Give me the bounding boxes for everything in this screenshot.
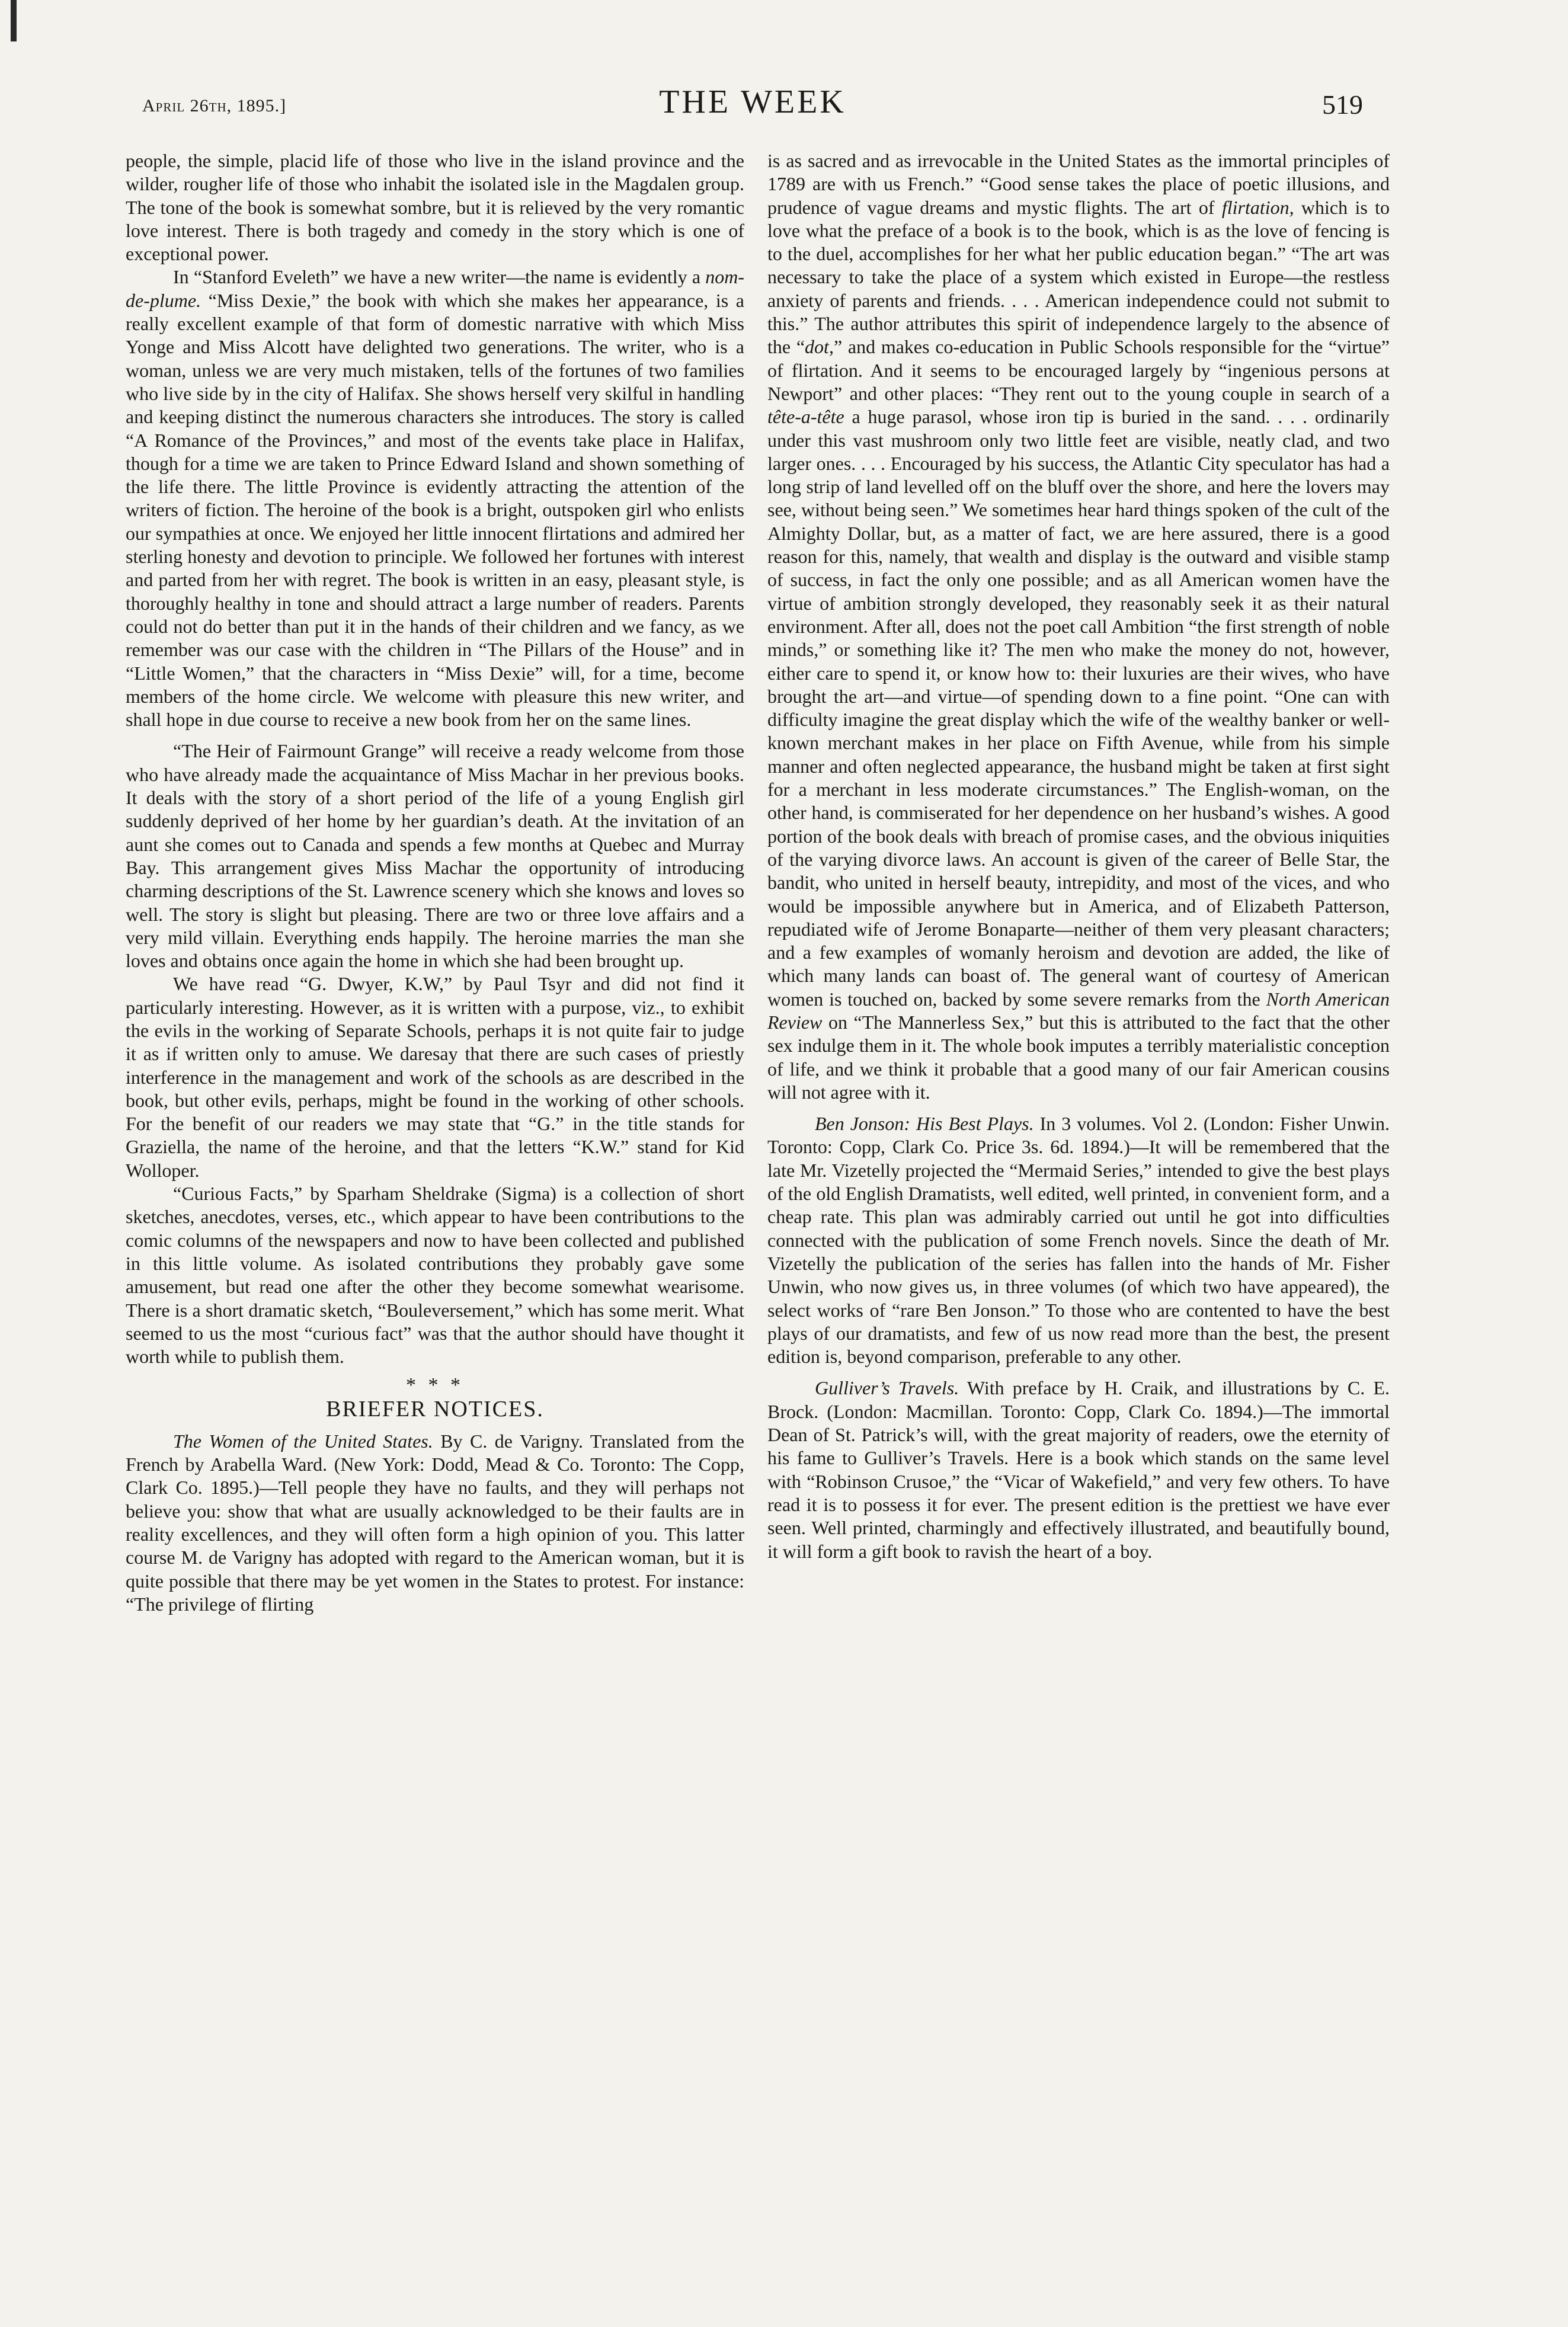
notice-text: By C. de Varigny. Translated from the French by Arabella Ward. (New York: Dodd, Mead & Co. Toronto: The Copp, Clark Co. 1895.)—Tell people they have no faults, and they will perhaps not believe you: show that what are usually acknowledged to be their faults are in reality excellences, and they will often form a high opinion of you. This latter course M. de Varigny has adopted with regard to the American woman, but it is quite possible that there may be yet women in the States to protest. For instance: “The privilege of flirting [126,1430,745,1615]
notice-title: Gulliver’s Travels. [815,1377,959,1399]
review-heir-of-fairmount-grange: “The Heir of Fairmount Grange” will receive a ready welcome from those who have already made the acquaintance of Miss Machar in her previous books. It deals with the story of a short period of the life of a young English girl suddenly deprived of her home by her guardian’s death. At the invitation of an aunt she comes out to Canada and spends a few months at Quebec and Murray Bay. This arrangement gives Miss Machar the opportunity of introducing charming descriptions of the St. Lawrence scenery which she knows and loves so well. The story is slight but pleasing. There are two or three love affairs and a very mild villain. Everything ends happily. The heroine marries the man she loves and obtains once again the home in which she had been brought up. [126,740,744,972]
continued-text-e: on “The Mannerless Sex,” but this is attributed to the fact that the other sex indulge them in it. The whole book imputes a terribly materialistic conception of life, and we think it probable that a good many of our fair American cousins will not agree with it. [767,1011,1390,1103]
left-column [126,149,744,1616]
notice-text: With preface by H. Craik, and illustrations by C. E. Brock. (London: Macmillan. Toronto: Copp, Clark Co. 1894.)—The immortal Dean of St. Patrick’s will, with the great majority of readers, owe the eternity of his fame to Gulliver’s Travels. Here is a book which stands on the same level with “Robinson Crusoe,” the “Vicar of Wakefield,” and very few others. To have read it is to possess it for ever. The present edition is the prettiest we have ever seen. Well printed, charmingly and effectively illustrated, and beautifully bound, it will form a gift book to ravish the heart of a boy. [767,1377,1390,1562]
continued-text-a: is as sacred and as irrevocable in the United States as the immortal principles of 1789 are with us French.” “Good sense takes the place of poetic illusions, and prudence of vague dreams and mystic flights. The art of [767,150,1390,218]
notice-gullivers-travels [767,1377,1390,1563]
publication-title: THE WEEK [659,84,846,120]
section-heading: BRIEFER NOTICES. [326,1397,544,1422]
notice-women-continued [767,149,1390,1104]
continued-em-flirtation: flirtation, [1221,196,1294,218]
page-number: 519 [1322,89,1363,120]
notice-text: In 3 volumes. Vol 2. (London: Fisher Unwin. Toronto: Copp, Clark Co. Price 3s. 6d. 1894.)—It will be remembered that the late Mr. Vizetelly projected the “Mermaid Series,” intended to give the best plays of the old English Dramatists, well edited, well printed, in convenient form, and a cheap rate. This plan was admirably carried out until he got into difficulties connected with the publication of some French novels. Since the death of Mr. Vizetelly the publication of the series has fallen into the hands of Mr. Fisher Unwin, who now gives us, in three volumes (of which two have appeared), the select works of “rare Ben Jonson.” To those who are contented to have the best plays of our dramatists, and few of us now read more than the best, the present edition is, beyond comparison, preferable to any other. [767,1113,1390,1368]
continued-em-dot: dot, [805,336,834,358]
notice-ben-jonson [767,1112,1390,1368]
review-miss-dexie-em: nom-de-plume. [126,266,744,311]
continued-em-tete-a-tete: tête-a-tête [767,406,844,428]
review-miss-dexie-b: “Miss Dexie,” the book with which she makes her appearance, is a really excellent example of that form of domestic narrative with which Miss Yonge and Miss Alcott have delighted two generations. The writer, who is a woman, unless we are very much mistaken, tells of the fortunes of two families who live side by in the city of Halifax. She shows herself very skilful in handling and keeping distinct the numerous characters she introduces. The story is called “A Romance of the Provinces,” and most of the events take place in Halifax, though for a time we are taken to Prince Edward Island and shown something of the life there. The little Province is evidently attracting the attention of the writers of fiction. The heroine of the book is a bright, outspoken girl who enlists our sympathies at once. We enjoyed her little innocent flirtations and admired her sterling honesty and devotion to principle. We followed her fortunes with interest and parted from her with regret. The book is written in an easy, pleasant style, is thoroughly healthy in tone and should attract a large number of readers. Parents could not do better than put it in the hands of their children and we fancy, as we remember was our case with the children in “The Pillars of the House” and in “Little Women,” that the characters in “Miss Dexie” will, for a time, become members of the home circle. We welcome with pleasure this new writer, and shall hope in due course to receive a new book from her on the same lines. [126,289,744,731]
header-date: April 26th, 1895.] [142,96,287,116]
review-curious-facts: “Curious Facts,” by Sparham Sheldrake (Sigma) is a collection of short sketches, anecdotes, verses, etc., which appear to have been contributions to the comic columns of the newspapers and now to have been collected and published in this little volume. As isolated contributions they probably gave some amusement, but read one after the other they become somewhat wearisome. There is a short dramatic sketch, “Bouleversement,” which has some merit. What seemed to us the most “curious fact” was that the author should have thought it worth while to publish them. [126,1183,744,1368]
continued-em-review: North American Review [767,988,1390,1033]
review-miss-dexie [126,265,744,731]
notice-women-of-united-states [126,1430,744,1616]
notice-title: The Women of the United States. [173,1430,433,1452]
notice-title: Ben Jonson: His Best Plays. [815,1113,1034,1135]
page-header [142,83,1363,130]
continued-text-d: a huge parasol, whose iron tip is buried in the sand. . . . ordinarily under this vast mushroom only two little feet are visible, neatly clad, and two larger ones. . . . Encouraged by his success, the Atlantic City speculator has had a long strip of land levelled off on the bluff over the shore, and here the lovers may see, without being seen.” We sometimes hear hard things spoken of the cult of the Almighty Dollar, but, as a matter of fact, we are here assured, there is a good reason for this, namely, that wealth and display is the outward and visible stamp of success, in fact the only one possible; and as all American women have the virtue of ambition strongly developed, they reasonably seek it as their natural environment. After all, does not the poet call Ambition “the first strength of noble minds,” or something like it? The men who make the money do not, however, either care to spend it, or know how to: their luxuries are their wives, who have brought the art—and virtue—of spending down to a fine point. “One can with difficulty imagine the great display which the wife of the wealthy banker or well-known merchant makes in her place on Fifth Avenue, while from his simple manner and often neglected appearance, the husband might be taken at first sight for a merchant in less moderate circumstances.” The English-woman, on the other hand, is commiserated for her dependence on her husband’s wishes. A good portion of the book deals with breach of promise cases, and the obvious iniquities of the varying divorce laws. An account is given of the career of Belle Star, the bandit, who united in herself beauty, intrepidity, and most of the vices, and who would be impossible anywhere but in America, and of Elizabeth Patterson, repudiated wife of Jerome Bonaparte—neither of them very pleasant characters; and a few examples of womanly heroism and devotion are added, the like of which many lands can boast of. The general want of courtesy of American women is touched on, backed by some severe remarks from the [767,406,1390,1010]
continued-text-b: which is to love what the preface of a book is to the book, which is as the love of fencing is to the duel, accomplishes for her what her public education began.” “The art was necessary to take the place of a system which existed in Europe—the restless anxiety of parents and friends. . . . American independence could not submit to this.” The author attributes this spirit of independence largely to the absence of the “ [767,196,1390,358]
right-column [767,149,1390,1563]
review-miss-dexie-a: In “Stanford Eveleth” we have a new writer—the name is evidently a [173,266,706,288]
review-island-province: people, the simple, placid life of those who live in the island province and the wilder, rougher life of those who inhabit the isolated isle in the Magdalen group. The tone of the book is somewhat sombre, but it is relieved by the very romantic love interest. There is both tragedy and comedy in the story which is one of exceptional power. [126,150,744,265]
section-separator-stars: * * * [406,1374,464,1397]
binding-mark [11,0,17,41]
continued-text-c: ” and makes co-education in Public Schools responsible for the “virtue” of flirtation. And it seems to be encouraged largely by “ingenious persons at Newport” and other places: “They rent out to the young couple in search of a [767,336,1390,404]
review-g-dwyer: We have read “G. Dwyer, K.W,” by Paul Tsyr and did not find it particularly interesting. However, as it is written with a purpose, viz., to exhibit the evils in the working of Separate Schools, perhaps it is not quite fair to judge it as if written only to amuse. We daresay that there are such cases of priestly interference in the management and work of the schools as are described in the book, but other evils, perhaps, might be found in the working of other schools. For the benefit of our readers we may state that “G.” in the title stands for Graziella, the name of the heroine, and that the letters “K.W.” stand for Kid Wolloper. [126,973,744,1181]
